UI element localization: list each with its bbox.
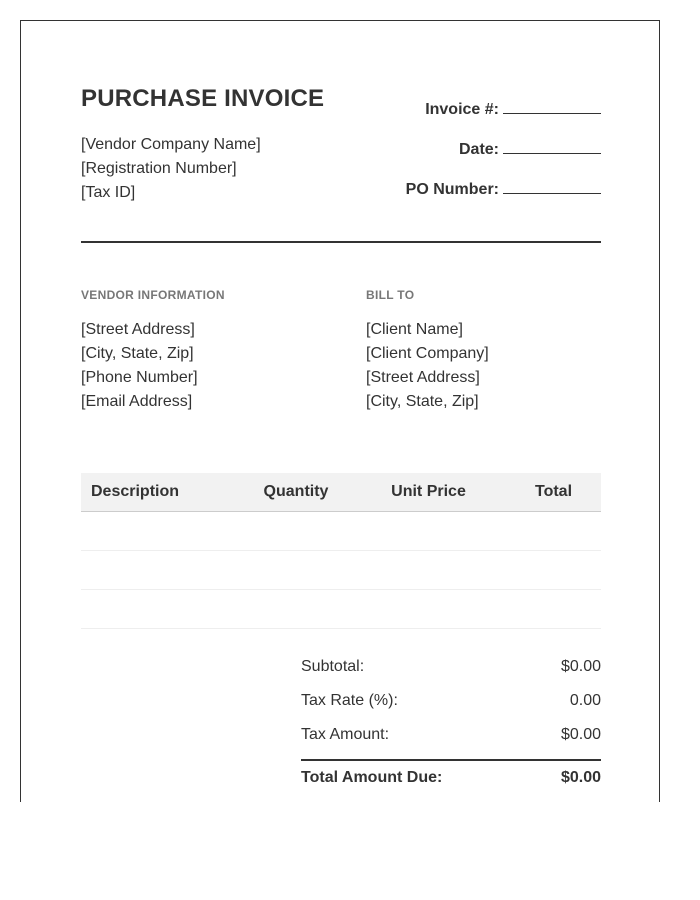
subtotal-value: $0.00 bbox=[560, 658, 601, 675]
vendor-email-address: [Email Address] bbox=[81, 393, 193, 410]
vendor-city-state-zip: [City, State, Zip] bbox=[81, 345, 194, 362]
cell-total[interactable] bbox=[506, 512, 601, 551]
cell-total[interactable] bbox=[506, 590, 601, 629]
cell-total[interactable] bbox=[506, 551, 601, 590]
bill-to-lines bbox=[366, 318, 489, 414]
invoice-header bbox=[81, 83, 601, 243]
vendor-information-heading: VENDOR INFORMATION bbox=[81, 288, 225, 302]
cell-unit-price[interactable] bbox=[351, 512, 506, 551]
subtotal-label: Subtotal: bbox=[301, 658, 365, 675]
date-label: Date: bbox=[458, 141, 499, 158]
cell-unit-price[interactable] bbox=[351, 590, 506, 629]
tax-rate-row bbox=[301, 691, 601, 725]
vendor-company-block bbox=[81, 133, 261, 205]
bill-to-heading: BILL TO bbox=[366, 288, 415, 302]
invoice-sheet bbox=[20, 20, 660, 802]
invoice-number-row bbox=[406, 97, 601, 137]
tax-rate-label: Tax Rate (%): bbox=[301, 692, 398, 709]
total-amount-due-row bbox=[301, 759, 601, 795]
cell-unit-price[interactable] bbox=[351, 551, 506, 590]
column-header-total: Total bbox=[506, 473, 601, 512]
po-number-label: PO Number: bbox=[405, 181, 499, 198]
vendor-tax-id: [Tax ID] bbox=[81, 184, 136, 201]
client-name: [Client Name] bbox=[366, 321, 463, 338]
po-number-row bbox=[406, 177, 601, 217]
line-items-table bbox=[81, 473, 601, 629]
cell-description[interactable] bbox=[81, 512, 241, 551]
cell-description[interactable] bbox=[81, 590, 241, 629]
column-header-quantity: Quantity bbox=[241, 473, 351, 512]
table-header-row bbox=[81, 473, 601, 512]
vendor-registration-number: [Registration Number] bbox=[81, 160, 237, 177]
invoice-title: PURCHASE INVOICE bbox=[81, 85, 325, 112]
invoice-number-field[interactable] bbox=[503, 97, 601, 114]
cell-quantity[interactable] bbox=[241, 551, 351, 590]
bill-to bbox=[366, 287, 489, 414]
subtotal-row bbox=[301, 657, 601, 691]
tax-amount-label: Tax Amount: bbox=[301, 726, 390, 743]
total-amount-due-value: $0.00 bbox=[560, 769, 601, 786]
vendor-information bbox=[81, 287, 225, 414]
address-section bbox=[81, 243, 601, 473]
vendor-address-lines bbox=[81, 318, 225, 414]
vendor-phone-number: [Phone Number] bbox=[81, 369, 198, 386]
column-header-unit-price: Unit Price bbox=[351, 473, 506, 512]
date-row bbox=[406, 137, 601, 177]
cell-quantity[interactable] bbox=[241, 512, 351, 551]
tax-amount-value: $0.00 bbox=[560, 726, 601, 743]
table-row bbox=[81, 512, 601, 551]
client-city-state-zip: [City, State, Zip] bbox=[366, 393, 479, 410]
vendor-company-name: [Vendor Company Name] bbox=[81, 136, 261, 153]
tax-amount-row bbox=[301, 725, 601, 759]
invoice-number-label: Invoice #: bbox=[425, 101, 499, 118]
cell-quantity[interactable] bbox=[241, 590, 351, 629]
cell-description[interactable] bbox=[81, 551, 241, 590]
column-header-description: Description bbox=[81, 473, 241, 512]
totals-section bbox=[301, 657, 601, 795]
client-street-address: [Street Address] bbox=[366, 369, 480, 386]
table-row bbox=[81, 551, 601, 590]
total-amount-due-label: Total Amount Due: bbox=[301, 769, 443, 786]
invoice-meta bbox=[406, 97, 601, 217]
client-company: [Client Company] bbox=[366, 345, 489, 362]
vendor-street-address: [Street Address] bbox=[81, 321, 195, 338]
po-number-field[interactable] bbox=[503, 177, 601, 194]
date-field[interactable] bbox=[503, 137, 601, 154]
invoice-content bbox=[81, 83, 601, 795]
tax-rate-value: 0.00 bbox=[569, 692, 601, 709]
table-row bbox=[81, 590, 601, 629]
